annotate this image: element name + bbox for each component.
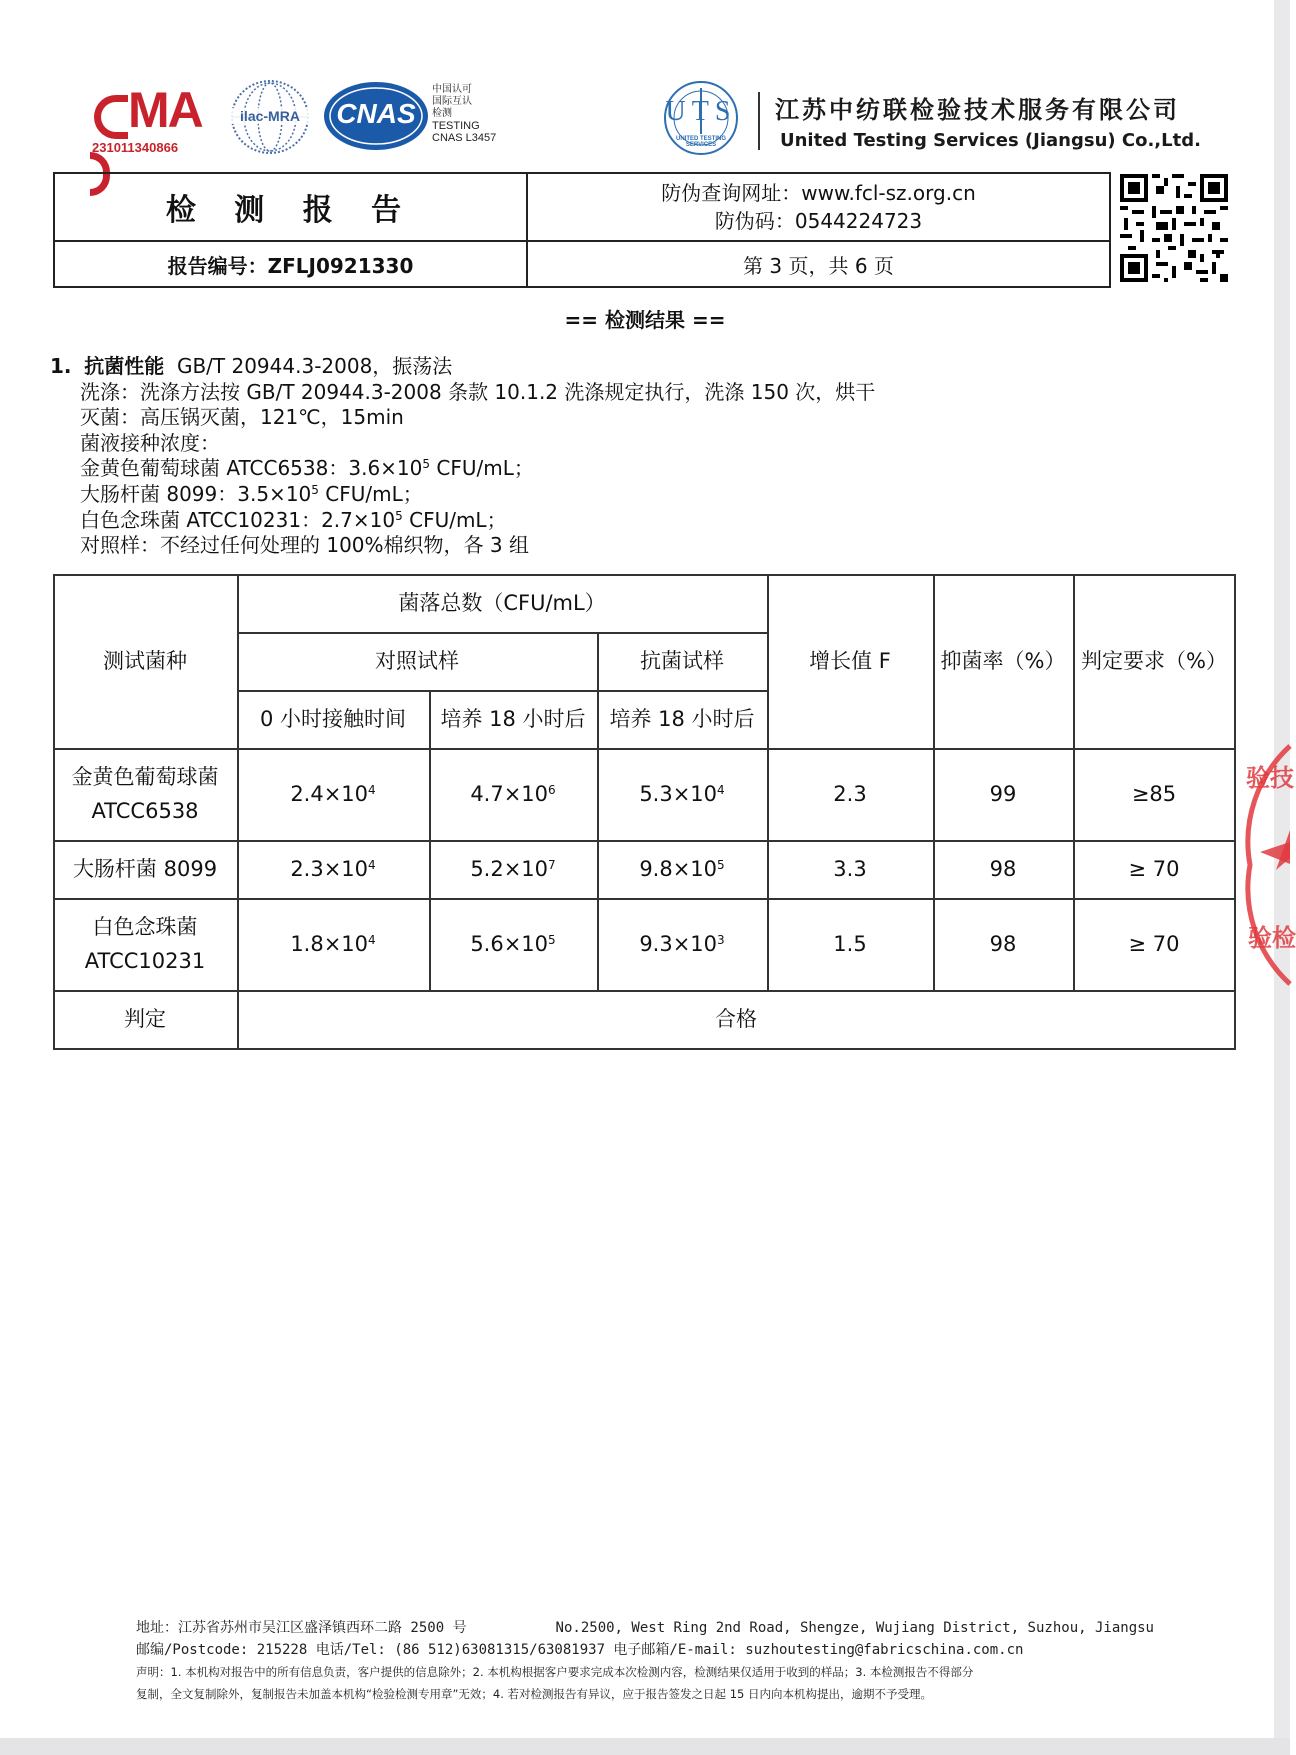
results-table	[53, 574, 1236, 1050]
item-method: GB/T 20944.3-2008，振荡法	[176, 354, 453, 378]
table-row-species: 大肠杆菌 8099	[72, 857, 218, 881]
header-control-sample: 对照试样	[375, 649, 459, 673]
cell-value: 4.7×10	[470, 782, 549, 806]
table-row-species	[53, 898, 237, 990]
header-colony-count: 菌落总数（CFU/mL）	[398, 591, 606, 615]
cell-value: 5.2×10	[470, 857, 549, 881]
test-conditions	[50, 354, 875, 559]
cell-value: 9.3×10	[639, 932, 718, 956]
strain-concentration	[50, 456, 875, 482]
uts-text: UTS	[665, 96, 737, 127]
cnas-info-line: 中国认可	[432, 84, 472, 95]
footer	[136, 1617, 1154, 1705]
cell-control-0h	[237, 748, 429, 840]
inoculum-label: 菌液接种浓度：	[80, 430, 220, 455]
cell-exponent: 4	[717, 783, 725, 797]
footer-statement-line1: 声明：1. 本机构对报告中的所有信息负责，客户提供的信息除外；2. 本机构根据客户要求完成本次检测内容，检测结果仅适用于收到的样品；3. 本检测报告不得部分	[136, 1665, 974, 1679]
header-control-18h: 培养 18 小时后	[440, 707, 586, 731]
species-name: 金黄色葡萄球菌	[71, 765, 219, 789]
header-antibacterial-sample: 抗菌试样	[640, 649, 724, 673]
cell-value: 2.4×10	[290, 782, 369, 806]
qr-code	[1120, 174, 1228, 282]
cell-exponent: 4	[368, 783, 376, 797]
cell-exponent: 5	[548, 933, 556, 947]
cnas-info-line: TESTING	[432, 120, 480, 132]
cnas-info-line: 国际互认	[432, 96, 472, 107]
footer-address-cn: 地址：江苏省苏州市吴江区盛泽镇西环二路 2500 号	[136, 1620, 467, 1636]
cnas-info-line: CNAS L3457	[432, 132, 497, 144]
report-header-table	[53, 172, 1111, 288]
uts-logo	[662, 78, 740, 158]
header-antibac-18h: 培养 18 小时后	[609, 707, 755, 731]
cell-exponent: 7	[548, 858, 556, 872]
strain-concentration-value: 白色念珠菌 ATCC10231：2.7×10	[80, 507, 396, 532]
strain-concentration	[50, 508, 875, 534]
cell-exponent: 4	[368, 933, 376, 947]
item-heading	[50, 354, 875, 380]
judge-value: 合格	[715, 1007, 757, 1031]
table-row-species	[53, 748, 237, 840]
footer-contact: 邮编/Postcode: 215228 电话/Tel: (86 512)63081315/63081937 电子邮箱/E-mail: suzhoutesting@fabricschina.com.cn	[136, 1642, 1024, 1658]
stamp-top-text: 验技	[1246, 764, 1294, 792]
strain-concentration-unit: CFU/mL；	[402, 507, 507, 532]
cell-inhibition-rate: 99	[989, 782, 1017, 806]
cell-control-18h	[429, 898, 597, 990]
ilac-mra-logo	[228, 78, 312, 156]
species-strain: ATCC10231	[84, 949, 206, 973]
item-number: 1.	[50, 354, 72, 378]
strain-concentration-exponent: 5	[311, 482, 319, 497]
official-stamp	[1244, 740, 1296, 990]
qr-code-graphic	[1120, 174, 1228, 282]
cell-exponent: 4	[368, 858, 376, 872]
strain-concentration-exponent: 5	[395, 508, 403, 523]
wash-condition: 洗涤：洗涤方法按 GB/T 20944.3-2008 条款 10.1.2 洗涤规定执行，洗涤 150 次，烘干	[80, 379, 876, 404]
species-name: 白色念珠菌	[92, 915, 198, 939]
cnas-logo	[322, 80, 430, 152]
footer-address	[136, 1617, 1154, 1639]
cnas-info	[432, 84, 496, 144]
cell-inhibition-rate: 98	[989, 932, 1017, 956]
cell-value: 5.3×10	[639, 782, 718, 806]
report-number: 报告编号：ZFLJ0921330	[167, 253, 414, 278]
cell-value: 2.3×10	[290, 857, 369, 881]
cell-growth-value: 1.5	[833, 932, 867, 956]
ilac-text: ilac-MRA	[228, 108, 312, 124]
cell-control-18h	[429, 840, 597, 898]
cell-control-0h	[237, 898, 429, 990]
anti-fake-info	[528, 174, 1109, 240]
page-number: 第 3 页，共 6 页	[743, 253, 894, 278]
cma-code: 231011340866	[92, 140, 179, 155]
cma-logo-text: MA	[128, 82, 202, 138]
header-requirement: 判定要求（%）	[1081, 649, 1227, 673]
sterilize-condition: 灭菌：高压锅灭菌，121℃，15min	[80, 405, 404, 430]
cell-antibac-18h	[597, 748, 767, 840]
page-edge-bottom	[0, 1738, 1290, 1755]
logo-divider	[758, 92, 760, 150]
species-strain: ATCC6538	[91, 799, 199, 823]
cell-antibac-18h	[597, 898, 767, 990]
cell-growth-value: 3.3	[833, 857, 867, 881]
cnas-text: CNAS	[336, 98, 416, 129]
anti-fake-code: 防伪码：0544224723	[714, 209, 923, 233]
header-0h-contact: 0 小时接触时间	[259, 707, 407, 731]
section-title: == 检测结果 ==	[564, 308, 726, 332]
header-inhibition-rate: 抑菌率（%）	[940, 649, 1066, 673]
strain-concentration-value: 大肠杆菌 8099：3.5×10	[80, 481, 312, 506]
header-growth-value: 增长值 F	[809, 649, 891, 673]
cell-control-18h	[429, 748, 597, 840]
cell-control-0h	[237, 840, 429, 898]
item-title: 抗菌性能	[84, 354, 165, 378]
cell-growth-value: 2.3	[833, 782, 867, 806]
cell-requirement: ≥ 70	[1128, 932, 1180, 956]
stamp-bottom-text: 验检	[1248, 924, 1296, 952]
judge-label: 判定	[124, 1007, 166, 1031]
cell-value: 5.6×10	[470, 932, 549, 956]
cnas-info-line: 检测	[432, 108, 452, 119]
strain-concentration-unit: CFU/mL；	[318, 481, 423, 506]
uts-ring-text: UNITED TESTING SERVICES	[675, 136, 726, 148]
control-sample: 对照样：不经过任何处理的 100%棉织物，各 3 组	[80, 533, 529, 558]
company-name-en: United Testing Services (Jiangsu) Co.,Ltd.	[780, 130, 1201, 151]
strain-concentration	[50, 482, 875, 508]
cell-exponent: 3	[717, 933, 725, 947]
cell-antibac-18h	[597, 840, 767, 898]
cell-exponent: 5	[717, 858, 725, 872]
footer-address-en: No.2500, West Ring 2nd Road, Shengze, Wujiang District, Suzhou, Jiangsu	[555, 1620, 1154, 1636]
footer-statement-line2: 复制，全文复制除外，复制报告未加盖本机构“检验检测专用章”无效；4. 若对检测报告有异议，应于报告签发之日起 15 日内向本机构提出，逾期不予受理。	[136, 1687, 932, 1701]
cell-inhibition-rate: 98	[989, 857, 1017, 881]
cell-requirement: ≥ 70	[1128, 857, 1180, 881]
cell-value: 1.8×10	[290, 932, 369, 956]
cell-exponent: 6	[548, 783, 556, 797]
cma-logo	[92, 82, 204, 154]
company-name-cn: 江苏中纺联检验技术服务有限公司	[775, 96, 1180, 124]
strain-concentration-exponent: 5	[422, 457, 431, 472]
cell-requirement: ≥85	[1131, 782, 1177, 806]
anti-fake-url: 防伪查询网址：www.fcl-sz.org.cn	[661, 181, 976, 205]
strain-concentration-value: 金黄色葡萄球菌 ATCC6538：3.6×10	[80, 456, 423, 481]
cell-value: 9.8×10	[639, 857, 718, 881]
header-species: 测试菌种	[103, 649, 187, 673]
strain-concentration-unit: CFU/mL；	[430, 456, 534, 481]
report-title: 检 测 报 告	[165, 193, 416, 228]
